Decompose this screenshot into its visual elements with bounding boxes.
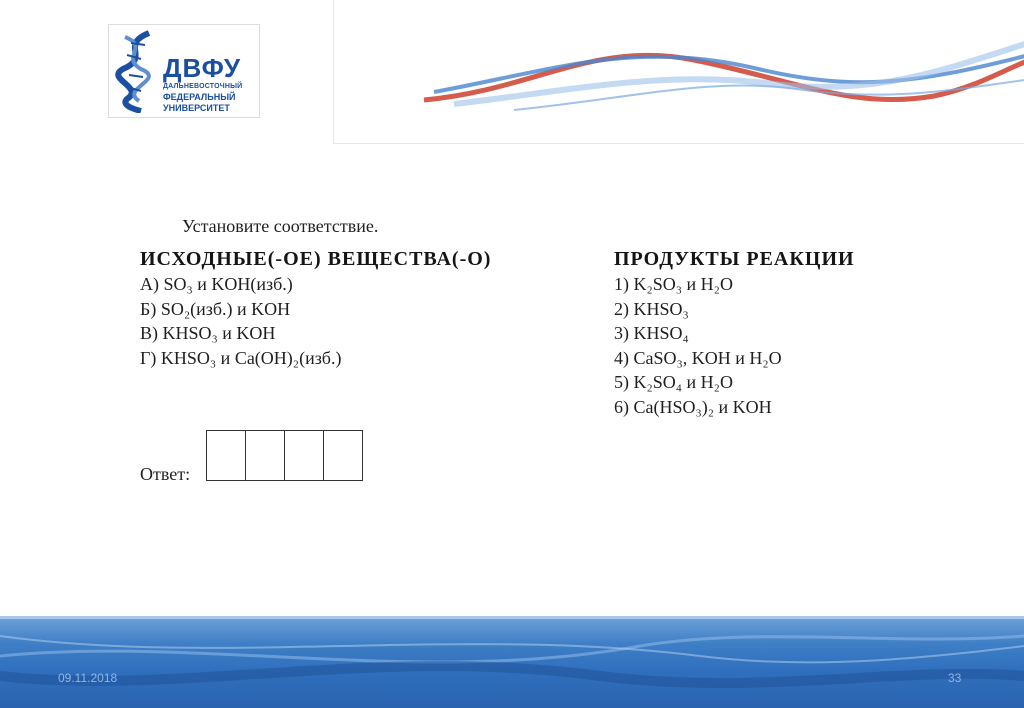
reactant-item: Б) SO₂(изб.) и KOH (140, 298, 291, 319)
reactant-item: В) KHSO₃ и KOH (140, 323, 276, 343)
product-item: 2) KHSO₃ (614, 298, 689, 319)
logo-abbreviation: ДВФУ (163, 53, 242, 83)
reactants-column (140, 246, 491, 370)
product-item: 5) K₂SO₄ и H₂O (614, 372, 733, 392)
product-item: 3) KHSO₄ (614, 323, 689, 343)
logo-line-3: УНИВЕРСИТЕТ (163, 103, 230, 113)
slide-date: 09.11.2018 (58, 671, 118, 685)
answer-cells (206, 430, 363, 481)
slide-page-number: 33 (948, 671, 962, 685)
product-item: 6) Ca(HSO₃)₂ и KOH (614, 396, 772, 417)
product-item: 1) K₂SO₃ и H₂O (614, 274, 733, 294)
products-header: ПРОДУКТЫ РЕАКЦИИ (614, 248, 855, 270)
task-instruction: Установите соответствие. (182, 216, 379, 236)
answer-cell[interactable] (284, 430, 323, 481)
reactants-header: ИСХОДНЫЕ(-ОЕ) ВЕЩЕСТВА(-О) (140, 248, 492, 270)
answer-label: Ответ: (140, 464, 191, 484)
product-item: 4) CaSO₃, KOH и H₂O (614, 347, 782, 368)
wave-decoration (334, 0, 1024, 143)
answer-cell[interactable] (245, 430, 284, 481)
answer-cell[interactable] (323, 430, 363, 481)
reactant-item: А) SO₃ и KOH(изб.) (140, 274, 293, 294)
products-column (614, 246, 855, 419)
answer-cell[interactable] (206, 430, 245, 481)
footer-band (0, 616, 1024, 708)
header-wave-banner (333, 0, 1024, 144)
logo-line-1: ДАЛЬНЕВОСТОЧНЫЙ (163, 83, 243, 90)
reactant-item: Г) KHSO₃ и Ca(OH)₂(изб.) (140, 347, 342, 368)
logo-line-2: ФЕДЕРАЛЬНЫЙ (163, 92, 236, 102)
university-logo (108, 24, 260, 118)
dna-helix-icon (111, 29, 161, 113)
footer-wave-decoration (0, 616, 1024, 708)
